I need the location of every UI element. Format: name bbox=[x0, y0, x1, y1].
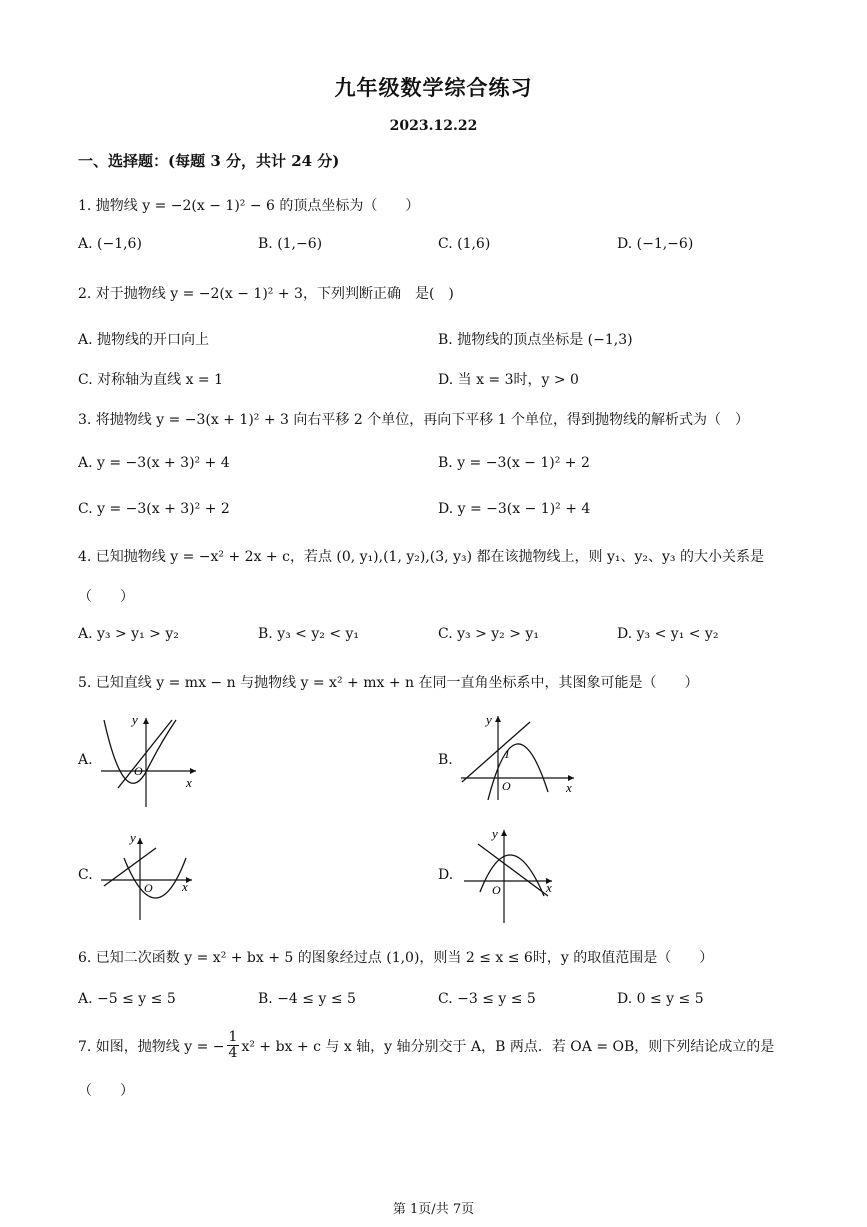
q2-option-c: C. 对称轴为直线 x = 1 bbox=[78, 372, 223, 388]
question-2-text: 2. 对于抛物线 y = −2(x − 1)² + 3，下列判断正确 是( ) bbox=[78, 286, 454, 302]
graph-c-y-arrow bbox=[137, 838, 143, 844]
q4-option-c: C. y₃ > y₂ > y₁ bbox=[438, 626, 539, 642]
q1-option-c: C. (1,6) bbox=[438, 236, 491, 252]
graph-c-origin-label: O bbox=[144, 881, 153, 895]
graph-b-y-label: y bbox=[486, 712, 492, 727]
q2-option-d: D. 当 x = 3时，y > 0 bbox=[438, 372, 579, 388]
graph-c-x-label: x bbox=[182, 879, 188, 894]
graph-d-y-label: y bbox=[492, 826, 498, 841]
question-1-text: 1. 抛物线 y = −2(x − 1)² − 6 的顶点坐标为（ ） bbox=[78, 198, 420, 214]
q5-graph-a bbox=[96, 712, 206, 812]
q6-option-c: C. −3 ≤ y ≤ 5 bbox=[438, 991, 536, 1007]
page-title: 九年级数学综合练习 bbox=[334, 75, 533, 100]
graph-d-origin-label: O bbox=[492, 883, 501, 897]
graph-b-origin-label: O bbox=[502, 779, 511, 793]
q6-option-d: D. 0 ≤ y ≤ 5 bbox=[617, 991, 704, 1007]
q4-option-d: D. y₃ < y₁ < y₂ bbox=[617, 626, 719, 642]
q5-graph-d bbox=[460, 826, 560, 926]
question-7-text bbox=[78, 1030, 774, 1062]
q2-option-a: A. 抛物线的开口向上 bbox=[78, 332, 210, 348]
q1-option-a: A. (−1,6) bbox=[78, 236, 142, 252]
graph-a-line bbox=[118, 720, 172, 788]
q5-graph-b bbox=[456, 712, 581, 802]
q7-text-pre: 7. 如图，抛物线 y = − bbox=[78, 1038, 225, 1055]
q1-option-d: D. (−1,−6) bbox=[617, 236, 694, 252]
q7-text-post: x² + bx + c 与 x 轴，y 轴分别交于 A，B 两点．若 OA = OB，则下列结论成立的是 bbox=[241, 1038, 775, 1055]
question-6-text: 6. 已知二次函数 y = x² + bx + 5 的图象经过点 (1,0)，则当 2 ≤ x ≤ 6时，y 的取值范围是（ ） bbox=[78, 950, 714, 966]
q3-option-c: C. y = −3(x + 3)² + 2 bbox=[78, 501, 230, 517]
graph-a-y-label: y bbox=[132, 712, 138, 727]
exam-date: 2023.12.22 bbox=[389, 118, 478, 134]
section-heading: 一、选择题：(每题 3 分，共计 24 分) bbox=[78, 152, 340, 170]
q7-frac-denominator: 4 bbox=[228, 1045, 238, 1062]
question-4-blank: （ ） bbox=[78, 589, 134, 605]
graph-c-y-label: y bbox=[130, 830, 136, 845]
q5-option-d: D. bbox=[438, 867, 454, 883]
graph-d-line bbox=[478, 844, 548, 896]
q6-option-b: B. −4 ≤ y ≤ 5 bbox=[258, 991, 356, 1007]
q1-option-b: B. (1,−6) bbox=[258, 236, 323, 252]
graph-a-x-arrow bbox=[190, 768, 196, 774]
graph-a-origin-label: O bbox=[134, 764, 143, 778]
graph-b-y-arrow bbox=[495, 716, 501, 722]
q6-option-a: A. −5 ≤ y ≤ 5 bbox=[78, 991, 176, 1007]
graph-d-y-arrow bbox=[501, 830, 507, 836]
graph-b-x-label: x bbox=[566, 780, 572, 795]
q4-option-b: B. y₃ < y₂ < y₁ bbox=[258, 626, 360, 642]
question-3-text: 3. 将抛物线 y = −3(x + 1)² + 3 向右平移 2 个单位，再向下平移 1 个单位，得到抛物线的解析式为（ ） bbox=[78, 412, 750, 428]
q3-option-d: D. y = −3(x − 1)² + 4 bbox=[438, 501, 591, 517]
q3-option-b: B. y = −3(x − 1)² + 2 bbox=[438, 455, 590, 471]
page-footer: 第 1页/共 7页 bbox=[392, 1202, 475, 1217]
graph-b-one-label: 1 bbox=[504, 747, 510, 761]
q5-option-b: B. bbox=[438, 752, 453, 768]
q2-option-b: B. 抛物线的顶点坐标是 (−1,3) bbox=[438, 332, 633, 348]
q5-option-c: C. bbox=[78, 867, 93, 883]
question-7-blank: （ ） bbox=[78, 1083, 134, 1099]
question-5-text: 5. 已知直线 y = mx − n 与抛物线 y = x² + mx + n 在同一直角坐标系中，其图象可能是（ ） bbox=[78, 675, 699, 691]
q7-frac-numerator: 1 bbox=[228, 1029, 238, 1045]
graph-d-x-label: x bbox=[546, 880, 552, 895]
q5-option-a: A. bbox=[78, 752, 93, 768]
q5-graph-c bbox=[96, 828, 206, 923]
graph-d-parabola bbox=[480, 855, 544, 896]
question-4-text: 4. 已知抛物线 y = −x² + 2x + c，若点 (0, y₁),(1, y₂),(3, y₃) 都在该抛物线上，则 y₁、y₂、y₃ 的大小关系是 bbox=[78, 549, 764, 565]
q4-option-a: A. y₃ > y₁ > y₂ bbox=[78, 626, 179, 642]
graph-a-y-arrow bbox=[143, 718, 149, 724]
q3-option-a: A. y = −3(x + 3)² + 4 bbox=[78, 455, 230, 471]
graph-b-parabola bbox=[488, 744, 548, 800]
graph-a-x-label: x bbox=[186, 775, 192, 790]
q7-fraction bbox=[227, 1030, 240, 1062]
